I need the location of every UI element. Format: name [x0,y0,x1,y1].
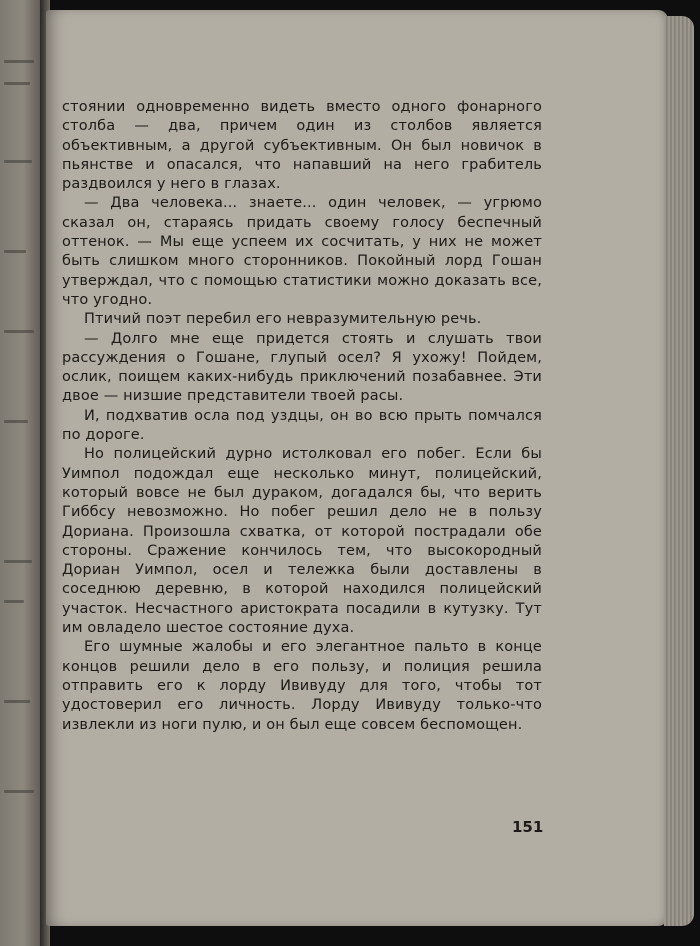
paragraph: Но полицейский дурно истолковал его побег. Если бы Уимпол подождал еще несколько минут, полицейский, который вовсе не был дураком, догадался бы, что верить Гиббсу невозможно. Но побег решил дело не в пользу Дориана. Произошла схватка, от которой пострадали обе стороны. Сражение кончилось тем, что высокородный Дориан Уимпол, осел и тележка были доставлены в соседнюю деревню, в которой находился полицейский участок. Несчастного аристократа посадили в кутузку. Тут им овладело шестое состояние духа. [62,446,542,637]
page-text [62,98,542,735]
paragraph: стоянии одновременно видеть вместо одного фонарного столба — два, причем один из столбов является объективным, а другой субъективным. Он был новичок в пьянстве и опасался, что напавший на него грабитель раздвоился у него в глазах. [62,99,542,193]
page-edges [664,16,694,926]
paragraph: — Долго мне еще придется стоять и слушать твои рассуждения о Гошане, глупый осел? Я ухожу! Пойдем, ослик, поищем каких-нибудь приключений позабавнее. Эти двое — низшие представители твоей расы. [62,330,542,405]
paragraph: Птичий поэт перебил его невразумительную речь. [84,311,482,328]
page-number: 151 [512,818,544,836]
facing-page-edge [0,0,42,946]
paragraph: — Два человека... знаете... один человек, — угрюмо сказал он, стараясь придать своему голосу беспечный оттенок. — Мы еще успеем их сосчитать, у них не может быть слишком много сторонников. Покойный лорд Гошан утверждал, что с помощью статистики можно доказать все, что угодно. [62,195,542,308]
paragraph: Его шумные жалобы и его элегантное пальто в конце концов решили дело в его пользу, и полиция решила отправить его к лорду Ививуду для того, чтобы тот удостоверил его личность. Лорду Ививуду только-что извлекли из ноги пулю, и он был еще совсем беспомощен. [62,639,542,733]
paragraph: И, подхватив осла под уздцы, он во всю прыть помчался по дороге. [62,407,542,444]
